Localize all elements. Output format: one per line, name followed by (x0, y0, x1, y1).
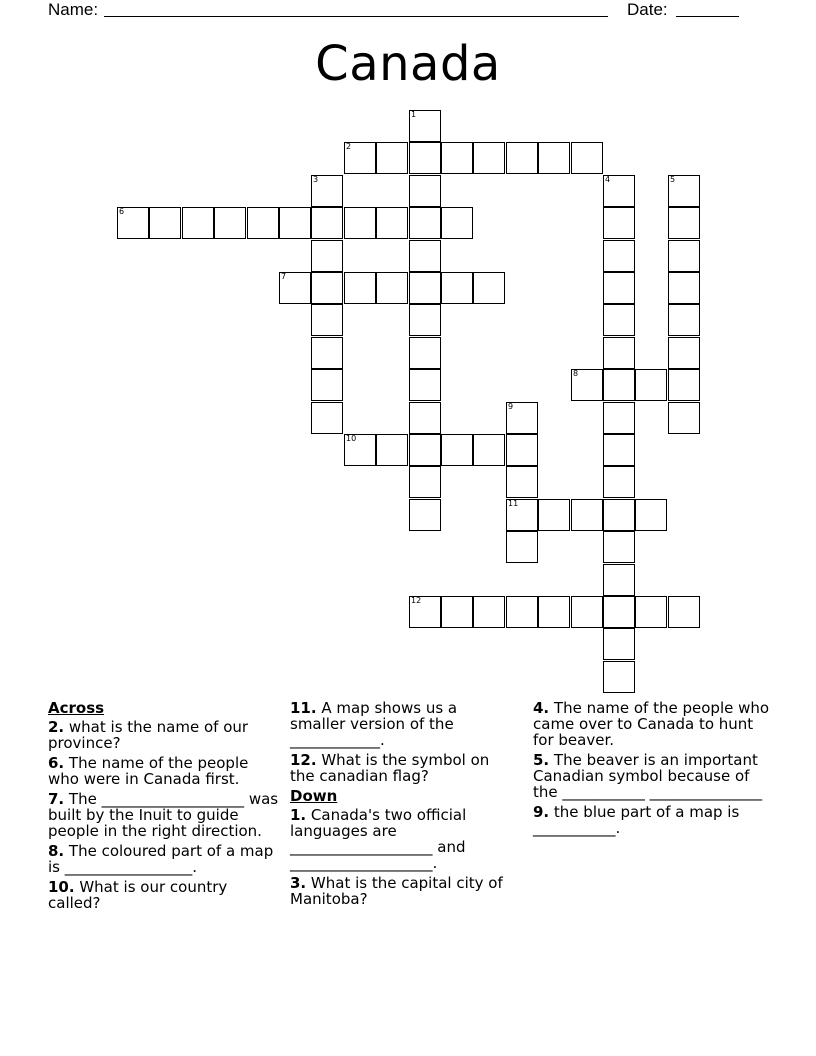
grid-cell[interactable] (538, 499, 570, 531)
grid-cell[interactable] (376, 207, 408, 239)
grid-cell[interactable] (409, 402, 441, 434)
grid-cell[interactable] (409, 337, 441, 369)
clue-column-1 (48, 699, 283, 915)
grid-cell[interactable] (344, 207, 376, 239)
grid-cell[interactable] (506, 434, 538, 466)
clue-number: 8 (573, 369, 579, 378)
grid-cell[interactable] (603, 175, 635, 207)
grid-cell[interactable] (668, 304, 700, 336)
grid-cell[interactable] (409, 434, 441, 466)
grid-cell[interactable] (409, 499, 441, 531)
grid-cell[interactable] (603, 564, 635, 596)
clue-item-number: 2. (48, 718, 65, 736)
clue-item-number: 9. (533, 803, 550, 821)
grid-cell[interactable] (603, 531, 635, 563)
grid-cell[interactable] (635, 369, 667, 401)
clue-item-text: what is the name of our province? (48, 718, 253, 752)
grid-cell[interactable] (603, 369, 635, 401)
clue-item (290, 875, 515, 907)
clue-number: 7 (281, 272, 287, 281)
grid-cell[interactable] (344, 272, 376, 304)
grid-cell[interactable] (506, 142, 538, 174)
grid-cell[interactable] (603, 661, 635, 693)
clue-number: 2 (346, 142, 352, 151)
grid-cell[interactable] (214, 207, 246, 239)
clue-item-text: The beaver is an important Canadian symbol because of the ___________ _______________ (533, 751, 763, 801)
grid-cell[interactable] (506, 499, 538, 531)
grid-cell[interactable] (409, 175, 441, 207)
grid-cell[interactable] (311, 240, 343, 272)
grid-cell[interactable] (668, 207, 700, 239)
grid-cell[interactable] (473, 272, 505, 304)
grid-cell[interactable] (376, 434, 408, 466)
grid-cell[interactable] (149, 207, 181, 239)
clue-item-text: A map shows us a smaller version of the ____________. (290, 699, 462, 749)
clue-item (533, 804, 771, 836)
grid-cell[interactable] (344, 434, 376, 466)
clue-item-number: 5. (533, 751, 550, 769)
clue-item-text: What is our country called? (48, 878, 233, 912)
clue-item (533, 699, 774, 749)
down-clue-list-continued (533, 699, 774, 837)
grid-cell[interactable] (635, 499, 667, 531)
grid-cell[interactable] (441, 207, 473, 239)
grid-cell[interactable] (506, 531, 538, 563)
grid-cell[interactable] (603, 628, 635, 660)
grid-cell[interactable] (473, 142, 505, 174)
grid-cell[interactable] (603, 596, 635, 628)
grid-cell[interactable] (311, 207, 343, 239)
clue-item-text: The coloured part of a map is _________________. (48, 842, 279, 876)
grid-cell[interactable] (668, 337, 700, 369)
grid-cell[interactable] (117, 207, 149, 239)
down-clue-list (290, 807, 515, 907)
grid-cell[interactable] (603, 240, 635, 272)
grid-cell[interactable] (182, 207, 214, 239)
clue-item (290, 752, 515, 784)
down-heading: Down (290, 787, 338, 805)
grid-cell[interactable] (473, 434, 505, 466)
clue-number: 4 (605, 175, 611, 184)
clue-item-text: The name of the people who came over to Canada to hunt for beaver. (533, 699, 774, 749)
clue-item-text: What is the capital city of Manitoba? (290, 874, 508, 908)
grid-cell[interactable] (311, 402, 343, 434)
grid-cell[interactable] (603, 402, 635, 434)
grid-cell[interactable] (603, 207, 635, 239)
clue-item-text: The name of the people who were in Canada first. (48, 754, 254, 788)
clue-number: 3 (313, 175, 319, 184)
clue-item-number: 6. (48, 754, 65, 772)
grid-cell[interactable] (311, 304, 343, 336)
across-heading: Across (48, 699, 105, 717)
grid-cell[interactable] (441, 142, 473, 174)
grid-cell[interactable] (409, 466, 441, 498)
clue-item-text: the blue part of a map is ___________. (533, 803, 745, 837)
grid-cell[interactable] (279, 272, 311, 304)
grid-cell[interactable] (409, 142, 441, 174)
grid-cell[interactable] (603, 466, 635, 498)
clue-item (48, 843, 280, 875)
grid-cell[interactable] (538, 142, 570, 174)
grid-cell[interactable] (441, 272, 473, 304)
clue-item (48, 755, 280, 787)
grid-cell[interactable] (409, 207, 441, 239)
across-clue-list-continued (290, 700, 515, 784)
grid-cell[interactable] (376, 272, 408, 304)
grid-cell[interactable] (409, 272, 441, 304)
clue-number: 1 (411, 110, 417, 119)
grid-cell[interactable] (311, 337, 343, 369)
grid-cell[interactable] (603, 434, 635, 466)
clue-item-number: 10. (48, 878, 75, 896)
grid-cell[interactable] (571, 369, 603, 401)
clue-item (48, 790, 283, 840)
clue-item-text: Canada's two official languages are ___________________ and ___________________. (290, 806, 472, 872)
clue-item (48, 879, 280, 911)
grid-cell[interactable] (603, 337, 635, 369)
clue-item-number: 7. (48, 790, 65, 808)
grid-cell[interactable] (311, 175, 343, 207)
clue-number: 6 (119, 207, 125, 216)
clue-column-2 (290, 700, 515, 911)
grid-cell[interactable] (571, 596, 603, 628)
header (48, 0, 748, 22)
grid-cell[interactable] (668, 596, 700, 628)
grid-cell[interactable] (603, 272, 635, 304)
page-title: Canada (315, 36, 501, 92)
grid-cell[interactable] (635, 596, 667, 628)
grid-cell[interactable] (409, 369, 441, 401)
clue-item (290, 700, 515, 748)
clue-number: 11 (508, 499, 519, 508)
clue-number: 12 (411, 596, 422, 605)
grid-cell[interactable] (344, 142, 376, 174)
name-field[interactable] (104, 16, 608, 17)
grid-cell[interactable] (441, 434, 473, 466)
grid-cell[interactable] (409, 240, 441, 272)
grid-cell[interactable] (538, 596, 570, 628)
clue-item-number: 3. (290, 874, 307, 892)
clue-item-number: 12. (290, 751, 317, 769)
clue-item-number: 1. (290, 806, 307, 824)
grid-cell[interactable] (506, 402, 538, 434)
grid-cell[interactable] (668, 240, 700, 272)
grid-cell[interactable] (409, 304, 441, 336)
date-field[interactable] (676, 16, 739, 17)
grid-cell[interactable] (668, 175, 700, 207)
grid-cell[interactable] (668, 402, 700, 434)
grid-cell[interactable] (311, 272, 343, 304)
across-clue-list (48, 718, 283, 912)
date-label: Date: (627, 0, 668, 19)
grid-cell[interactable] (506, 596, 538, 628)
grid-cell[interactable] (441, 596, 473, 628)
clue-item (48, 719, 280, 751)
grid-cell[interactable] (473, 596, 505, 628)
grid-cell[interactable] (571, 142, 603, 174)
clue-number: 5 (670, 175, 676, 184)
grid-cell[interactable] (668, 272, 700, 304)
grid-cell[interactable] (247, 207, 279, 239)
clue-item-number: 8. (48, 842, 65, 860)
grid-cell[interactable] (603, 304, 635, 336)
grid-cell[interactable] (571, 499, 603, 531)
clue-item-text: What is the symbol on the canadian flag? (290, 751, 495, 785)
clue-item-text: The ___________________ was built by the Inuit to guide people in the right direction. (48, 790, 283, 840)
grid-cell[interactable] (668, 369, 700, 401)
clue-column-3 (533, 699, 774, 840)
name-label: Name: (48, 0, 99, 19)
grid-cell[interactable] (506, 466, 538, 498)
clue-item-number: 4. (533, 699, 550, 717)
grid-cell[interactable] (376, 142, 408, 174)
grid-cell[interactable] (311, 369, 343, 401)
clue-item-number: 11. (290, 699, 317, 717)
clue-item (533, 752, 771, 800)
grid-cell[interactable] (409, 110, 441, 142)
clue-number: 9 (508, 402, 514, 411)
clue-number: 10 (346, 434, 357, 443)
grid-cell[interactable] (603, 499, 635, 531)
grid-cell[interactable] (279, 207, 311, 239)
clue-item (290, 807, 515, 871)
grid-cell[interactable] (409, 596, 441, 628)
